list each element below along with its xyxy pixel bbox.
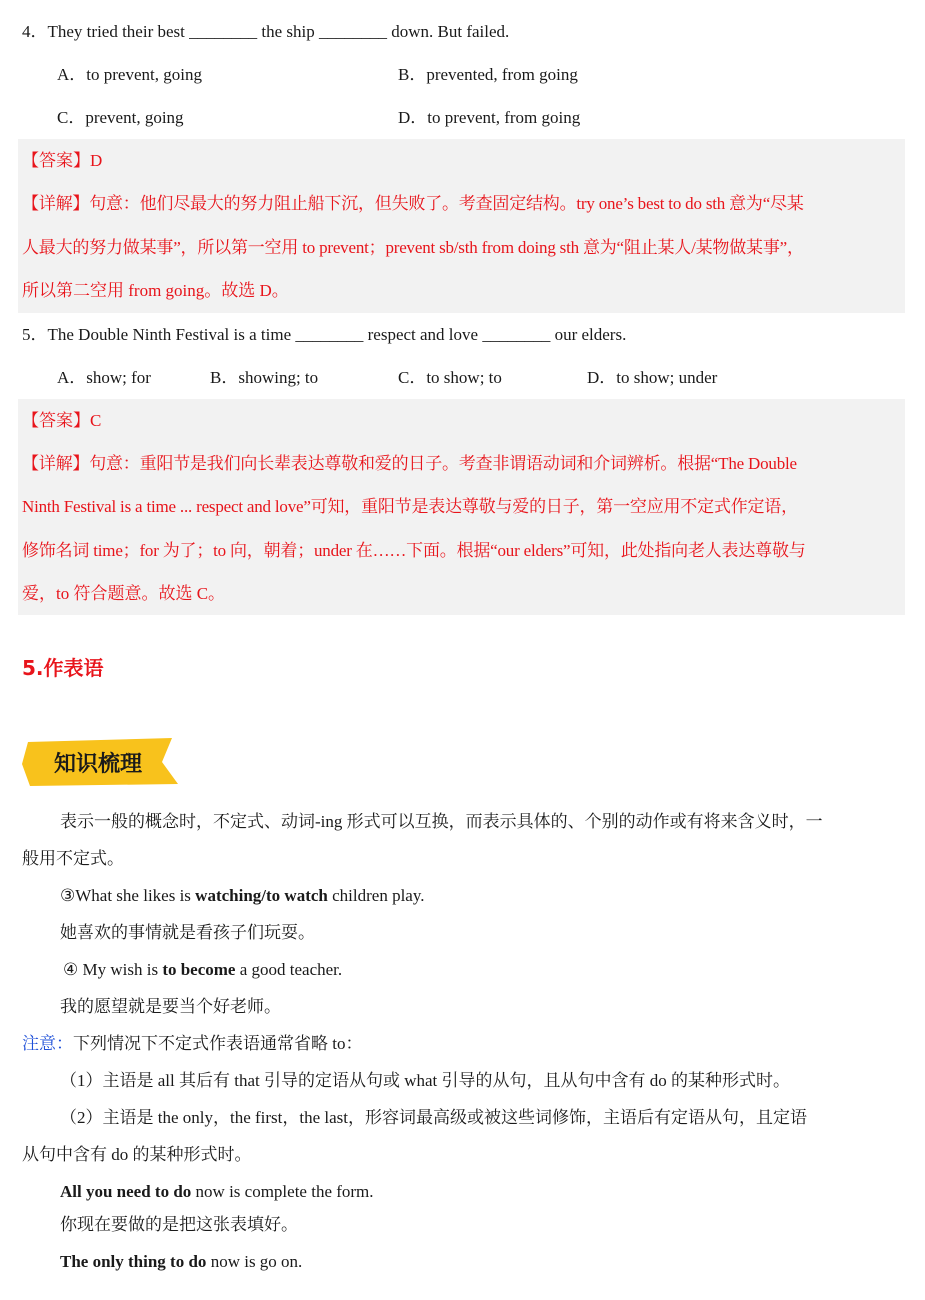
rule-2-line-1: （2）主语是 the only，the first，the last，形容词最高级或被这些词修饰，主语后有定语从句，且定语 <box>60 1108 808 1127</box>
example-6-bold: The only thing to do <box>60 1252 207 1271</box>
example-4-pre: ④ My wish is <box>63 960 163 979</box>
rule-2-line-2: 从句中含有 do 的某种形式时。 <box>22 1145 252 1164</box>
example-5-bold: All you need to do <box>60 1182 192 1201</box>
example-6-post: now is go on. <box>206 1252 303 1271</box>
example-5-post: now is complete the form. <box>191 1182 374 1201</box>
example-6 <box>60 1251 302 1273</box>
note-text: 下列情况下不定式作表语通常省略 to： <box>73 1034 363 1053</box>
knowledge-banner <box>22 736 182 788</box>
q5-option-c: C．to show; to <box>398 368 502 387</box>
q5-option-d: D．to show; under <box>587 368 718 387</box>
q5-detail-line-4: 爱，to 符合题意。故选 C。 <box>22 584 226 603</box>
q4-option-c: C．prevent, going <box>57 108 184 127</box>
section-title: 5.作表语 <box>22 656 104 680</box>
q4-detail-line-3: 所以第二空用 from going。故选 D。 <box>22 281 289 300</box>
example-3-post: children play. <box>327 886 425 905</box>
example-3-translation: 她喜欢的事情就是看孩子们玩耍。 <box>60 923 315 942</box>
example-4-post: a good teacher. <box>235 960 343 979</box>
q5-option-a: A．show; for <box>57 368 151 387</box>
note <box>22 1033 362 1055</box>
q4-answer: 【答案】D <box>22 151 103 170</box>
example-4-translation: 我的愿望就是要当个好老师。 <box>60 997 281 1016</box>
note-label: 注意： <box>22 1034 73 1053</box>
q5-answer: 【答案】C <box>22 411 102 430</box>
q4-option-b: B．prevented, from going <box>398 65 578 84</box>
example-3 <box>60 885 425 907</box>
q4-option-d: D．to prevent, from going <box>398 108 581 127</box>
q4-stem: 4．They tried their best ________ the ship ________ down. But failed. <box>22 22 510 41</box>
q5-stem: 5．The Double Ninth Festival is a time ________ respect and love ________ our elders. <box>22 325 627 344</box>
q5-detail-line-3: 修饰名词 time；for 为了；to 向，朝着；under 在……下面。根据“our elders”可知，此处指向老人表达尊敬与 <box>22 541 806 560</box>
example-4-bold: to become <box>162 960 236 979</box>
example-5-translation: 你现在要做的是把这张表填好。 <box>60 1215 298 1234</box>
banner-label: 知识梳理 <box>53 752 143 777</box>
q4-detail-line-1: 【详解】句意：他们尽最大的努力阻止船下沉，但失败了。考查固定结构。try one’s best to do sth 意为“尽某 <box>22 194 804 213</box>
q5-option-b: B．showing; to <box>210 368 319 387</box>
q5-detail-line-1: 【详解】句意：重阳节是我们向长辈表达尊敬和爱的日子。考查非谓语动词和介词辨析。根据“The Double <box>22 454 797 473</box>
intro-line-1: 表示一般的概念时，不定式、动词-ing 形式可以互换，而表示具体的、个别的动作或有将来含义时，一 <box>60 812 823 831</box>
example-3-bold: watching/to watch <box>195 886 328 905</box>
rule-1: （1）主语是 all 其后有 that 引导的定语从句或 what 引导的从句，且从句中含有 do 的某种形式时。 <box>60 1071 791 1090</box>
example-3-pre: ③What she likes is <box>60 886 196 905</box>
example-5 <box>60 1181 374 1203</box>
intro-line-2: 般用不定式。 <box>22 849 124 868</box>
q4-option-a: A．to prevent, going <box>57 65 202 84</box>
example-4 <box>63 959 342 981</box>
q5-detail-line-2: Ninth Festival is a time ... respect and love”可知，重阳节是表达尊敬与爱的日子，第一空应用不定式作定语， <box>22 497 798 516</box>
q4-detail-line-2: 人最大的努力做某事”，所以第一空用 to prevent；prevent sb/sth from doing sth 意为“阻止某人/某物做某事”， <box>22 238 804 257</box>
